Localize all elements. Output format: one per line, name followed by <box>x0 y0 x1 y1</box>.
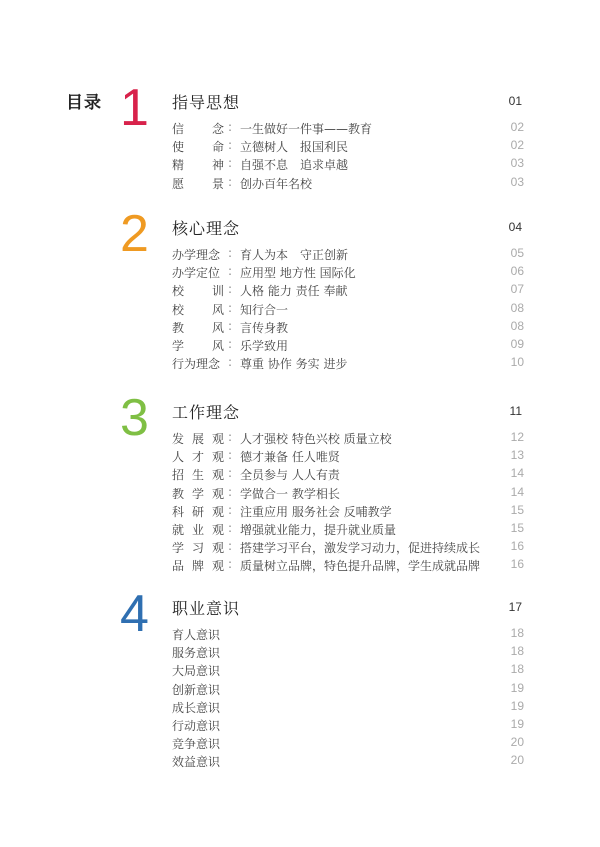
toc-entry[interactable] <box>172 138 524 156</box>
entry-colon: : <box>228 557 233 572</box>
entry-page-number: 10 <box>510 355 524 370</box>
entry-label: 成长意识 <box>172 700 221 715</box>
entry-text: 一生做好一件事——教育 <box>240 122 373 136</box>
entry-colon: : <box>228 430 233 444</box>
entry-colon: : <box>228 539 233 554</box>
section-number: 4 <box>120 585 149 643</box>
entry-text: 尊重 协作 务实 进步 <box>240 357 348 372</box>
entry-text: 增强就业能力，提升就业质量 <box>240 523 397 537</box>
toc-title: 目录 <box>66 93 102 113</box>
entry-colon: : <box>228 521 233 535</box>
toc-entry[interactable] <box>172 355 524 373</box>
entry-text: 创办百年名校 <box>240 176 313 191</box>
entry-label: 教 风 <box>172 320 224 335</box>
entry-label: 校 风 <box>172 302 224 317</box>
entry-label: 育人意识 <box>172 628 221 642</box>
entry-page-number: 05 <box>510 246 524 260</box>
entry-page-number: 02 <box>510 120 524 134</box>
entry-colon: : <box>228 174 233 189</box>
entry-text: 学做合一 教学相长 <box>240 486 340 501</box>
entry-label: 发展观 <box>172 432 224 446</box>
entry-label: 人才观 <box>172 450 224 465</box>
section-page-number: 17 <box>508 600 522 614</box>
entry-page-number: 19 <box>510 698 524 713</box>
section-number: 2 <box>120 205 149 263</box>
section-title[interactable]: 指导思想 <box>172 93 241 112</box>
entry-colon: : <box>228 246 233 260</box>
toc-entry[interactable] <box>172 717 524 735</box>
entry-page-number: 12 <box>510 430 524 444</box>
entry-colon: : <box>228 120 233 134</box>
entry-page-number: 13 <box>510 448 524 463</box>
toc-entry[interactable] <box>172 626 524 644</box>
entry-page-number: 18 <box>510 626 524 640</box>
entry-page-number: 19 <box>510 680 524 695</box>
toc-entry[interactable] <box>172 681 524 699</box>
toc-entry[interactable] <box>172 264 524 282</box>
entry-text: 德才兼备 任人唯贤 <box>240 450 340 465</box>
toc-entry[interactable] <box>172 156 524 174</box>
entry-text: 人才强校 特色兴校 质量立校 <box>240 432 392 446</box>
toc-entry[interactable] <box>172 301 524 319</box>
entry-label: 学 风 <box>172 339 224 353</box>
toc-entry[interactable] <box>172 557 524 575</box>
section-number: 1 <box>120 79 149 137</box>
entry-page-number: 19 <box>510 717 524 731</box>
entry-label: 服务意识 <box>172 646 221 661</box>
entry-text: 自强不息 追求卓越 <box>240 158 349 173</box>
entry-colon: : <box>228 502 233 517</box>
entry-colon: : <box>228 300 233 315</box>
entry-label: 教学观 <box>172 486 224 501</box>
toc-entry[interactable] <box>172 319 524 337</box>
toc-entry[interactable] <box>172 448 524 466</box>
toc-entry[interactable] <box>172 644 524 662</box>
toc-entry[interactable] <box>172 699 524 717</box>
section-page-number: 01 <box>508 94 522 108</box>
section-title[interactable]: 核心理念 <box>172 219 241 238</box>
entry-page-number: 16 <box>510 557 524 572</box>
entry-label: 大局意识 <box>172 664 221 679</box>
entry-text: 全员参与 人人有责 <box>240 468 340 483</box>
entry-page-number: 16 <box>510 539 524 554</box>
toc-entry[interactable] <box>172 539 524 557</box>
toc-entry[interactable] <box>172 503 524 521</box>
entry-text: 乐学致用 <box>240 339 289 353</box>
entry-page-number: 03 <box>510 174 524 189</box>
entry-text: 注重应用 服务社会 反哺教学 <box>240 504 392 519</box>
toc-entry[interactable] <box>172 282 524 300</box>
entry-page-number: 03 <box>510 156 524 171</box>
entry-text: 立德树人 报国利民 <box>240 140 349 155</box>
entry-page-number: 20 <box>510 735 524 750</box>
entry-text: 育人为本 守正创新 <box>240 248 349 262</box>
entry-page-number: 15 <box>510 502 524 517</box>
entry-label: 招生观 <box>172 468 224 483</box>
entry-colon: : <box>228 282 233 297</box>
entry-page-number: 06 <box>510 264 524 279</box>
entry-label: 行动意识 <box>172 719 221 733</box>
toc-entry[interactable] <box>172 753 524 771</box>
entry-page-number: 18 <box>510 644 524 659</box>
toc-entry[interactable] <box>172 466 524 484</box>
toc-entry[interactable] <box>172 120 524 138</box>
entry-colon: : <box>228 448 233 463</box>
toc-entry[interactable] <box>172 337 524 355</box>
entry-label: 愿 景 <box>172 176 224 191</box>
entry-label: 校 训 <box>172 284 224 299</box>
entry-page-number: 20 <box>510 753 524 768</box>
entry-text: 知行合一 <box>240 302 289 317</box>
entry-label: 品牌观 <box>172 559 224 574</box>
entry-colon: : <box>228 318 233 333</box>
section-page-number: 11 <box>509 404 522 418</box>
section-page-number: 04 <box>508 220 522 234</box>
entry-text: 人格 能力 责任 奉献 <box>240 284 348 299</box>
entry-label: 办学定位 <box>172 266 221 281</box>
entry-colon: : <box>228 337 233 351</box>
entry-colon: : <box>228 138 233 153</box>
entry-page-number: 08 <box>510 318 524 333</box>
entry-page-number: 18 <box>510 662 524 677</box>
entry-label: 使 命 <box>172 140 224 155</box>
entry-colon: : <box>228 355 233 370</box>
section-title[interactable]: 工作理念 <box>172 403 241 422</box>
entry-colon: : <box>228 264 233 279</box>
entry-page-number: 15 <box>510 521 524 535</box>
entry-label: 精 神 <box>172 158 224 173</box>
entry-page-number: 09 <box>510 337 524 351</box>
entry-page-number: 07 <box>510 282 524 297</box>
entry-label: 办学理念 <box>172 248 221 262</box>
toc-entry[interactable] <box>172 662 524 680</box>
entry-text: 搭建学习平台，激发学习动力，促进持续成长 <box>240 541 481 556</box>
entry-colon: : <box>228 484 233 499</box>
entry-label: 信 念 <box>172 122 224 136</box>
entry-page-number: 08 <box>510 300 524 315</box>
section-title[interactable]: 职业意识 <box>172 599 241 618</box>
entry-colon: : <box>228 156 233 171</box>
entry-colon: : <box>228 466 233 481</box>
entry-text: 言传身教 <box>240 320 289 335</box>
entry-label: 创新意识 <box>172 682 221 697</box>
entry-label: 就业观 <box>172 523 224 537</box>
entry-label: 科研观 <box>172 504 224 519</box>
toc-entry[interactable] <box>172 430 524 448</box>
section-number: 3 <box>120 389 149 447</box>
entry-page-number: 14 <box>510 466 524 481</box>
entry-label: 行为理念 <box>172 357 221 372</box>
toc-entry[interactable] <box>172 521 524 539</box>
entry-label: 竞争意识 <box>172 737 221 752</box>
toc-entry[interactable] <box>172 175 524 193</box>
entry-page-number: 14 <box>510 484 524 499</box>
entry-text: 质量树立品牌，特色提升品牌，学生成就品牌 <box>240 559 481 574</box>
toc-entry[interactable] <box>172 485 524 503</box>
entry-label: 效益意识 <box>172 755 221 770</box>
toc-entry[interactable] <box>172 246 524 264</box>
entry-label: 学习观 <box>172 541 224 556</box>
entry-text: 应用型 地方性 国际化 <box>240 266 356 281</box>
toc-entry[interactable] <box>172 735 524 753</box>
entry-page-number: 02 <box>510 138 524 153</box>
